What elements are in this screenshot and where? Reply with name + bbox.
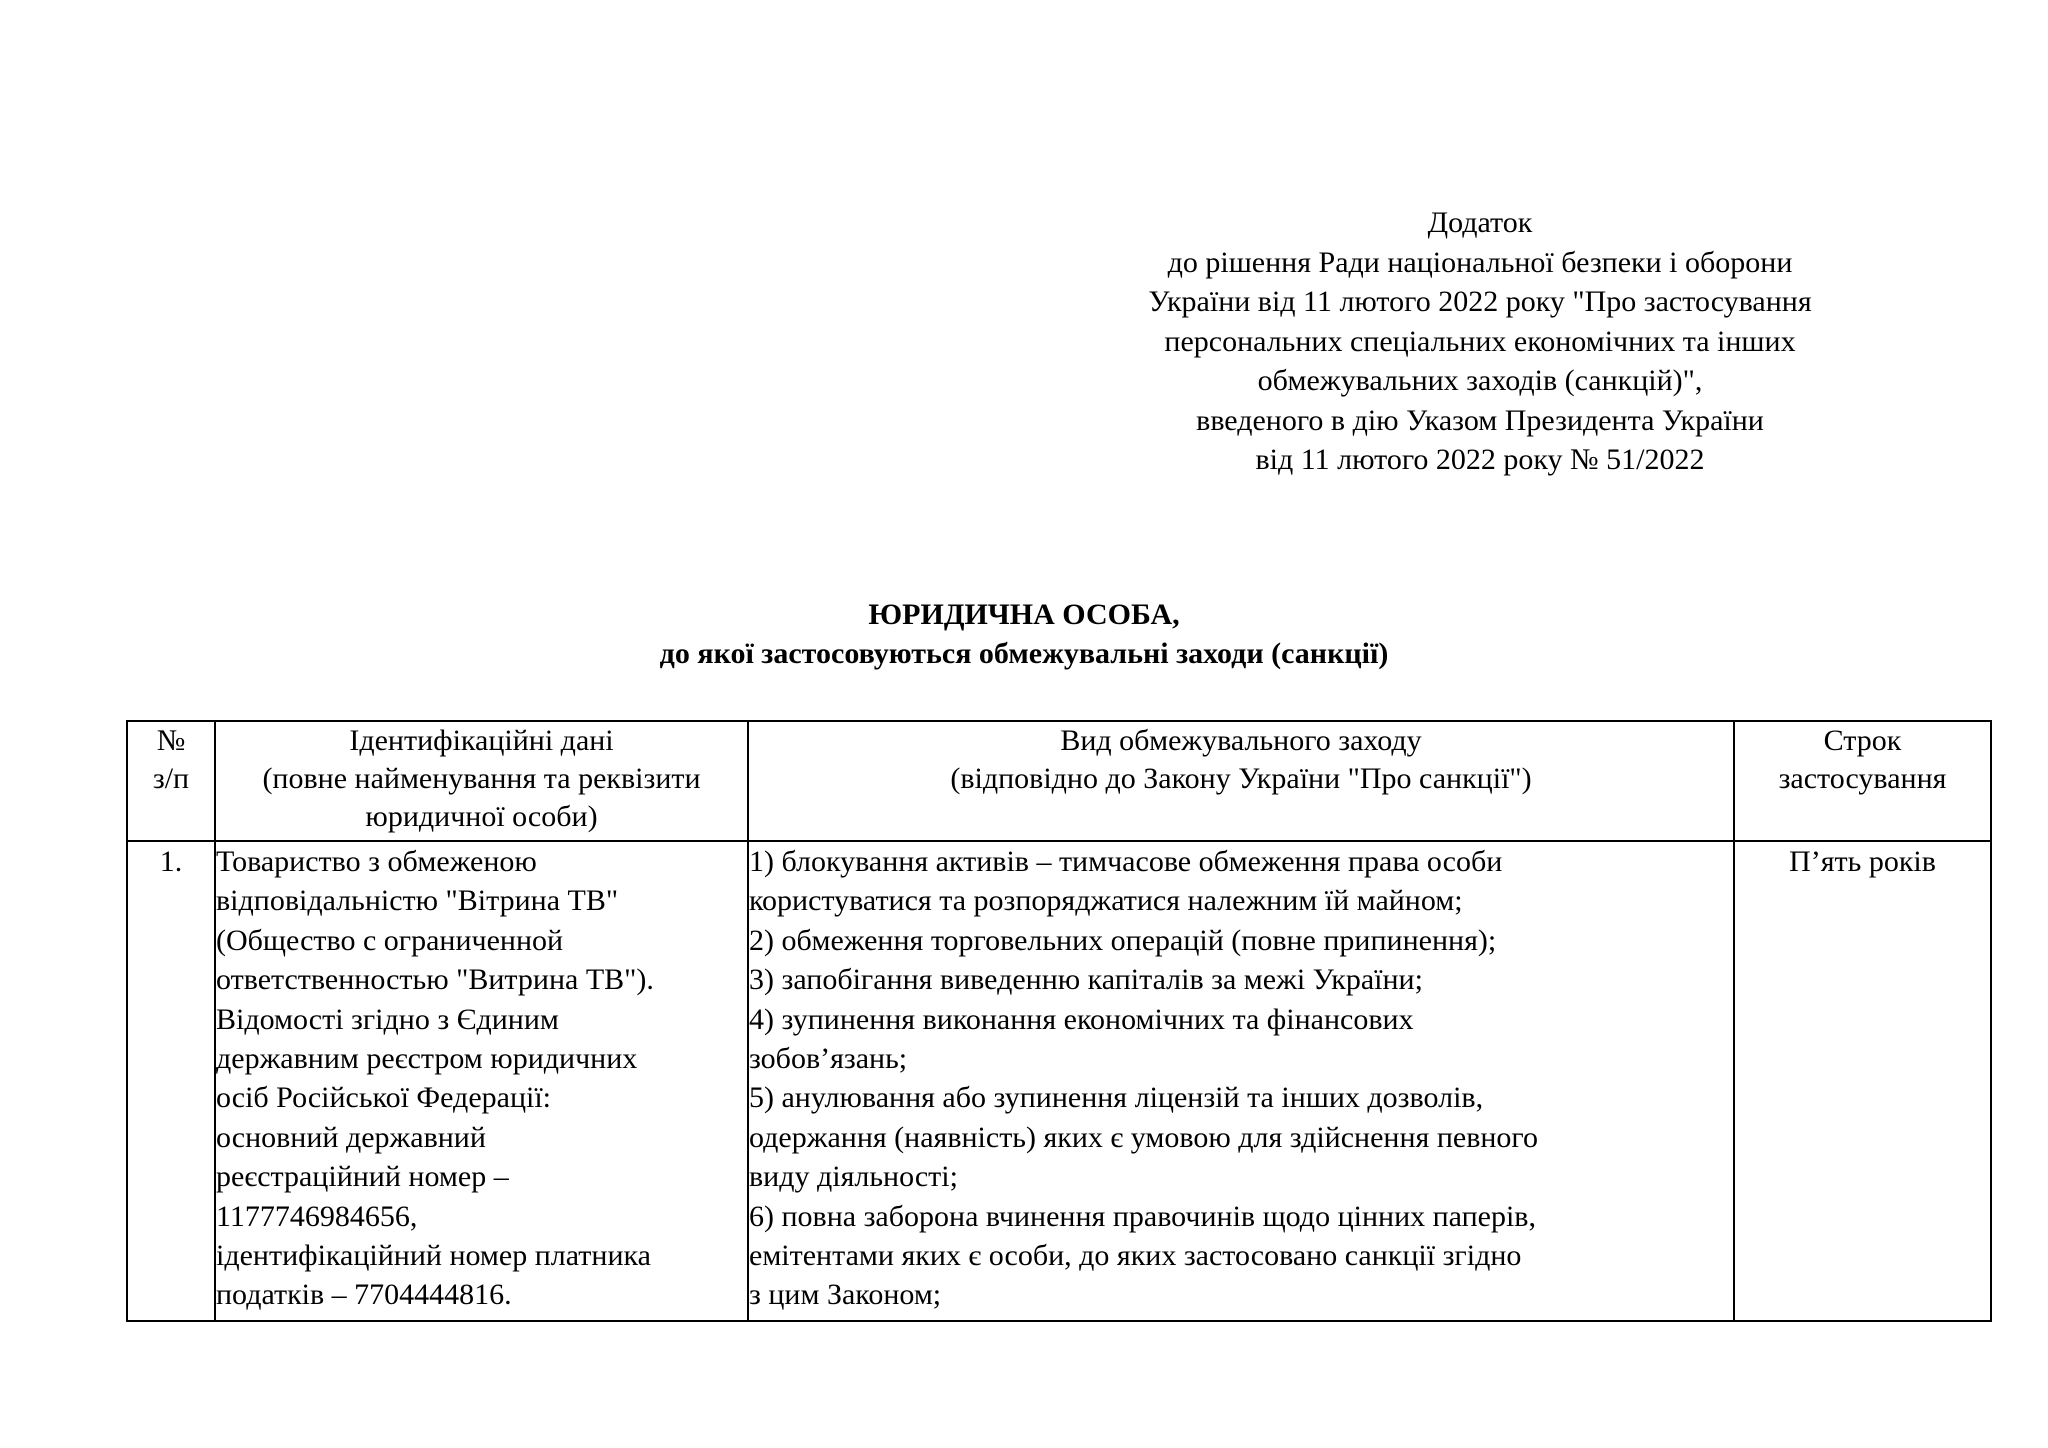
table-row: [127, 841, 1991, 1321]
measure-line: користуватися та розпоряджатися належним їй майном;: [749, 884, 1463, 918]
addendum-line: обмежувальних заходів (санкцій)",: [1257, 364, 1703, 397]
row-term: П’ять років: [1734, 841, 1991, 1321]
identification-line: відповідальністю "Вітрина ТВ": [216, 884, 619, 918]
identification-line: податків – 7704444816.: [216, 1278, 512, 1312]
identification-line: ідентифікаційний номер платника: [216, 1239, 651, 1273]
measure-line: 3) запобігання виведенню капіталів за межі України;: [749, 963, 1423, 997]
measure-line: з цим Законом;: [749, 1278, 942, 1312]
identification-line: реєстраційний номер –: [216, 1160, 509, 1194]
title-line-2: до якої застосовуються обмежувальні заходи (санкції): [659, 637, 1389, 670]
header-identification-line: (повне найменування та реквізити: [262, 762, 701, 795]
title-line-1: ЮРИДИЧНА ОСОБА,: [868, 598, 1180, 631]
addendum-line: введеного в дію Указом Президента України: [1196, 403, 1764, 437]
header-identification: [215, 721, 748, 841]
measure-line: 4) зупинення виконання економічних та фінансових: [749, 1002, 1414, 1036]
identification-line: (Общество с ограниченной: [216, 923, 564, 957]
measure-line: емітентами яких є особи, до яких застосовано санкції згідно: [749, 1239, 1522, 1273]
addendum-block: [1080, 203, 1880, 480]
header-term-line: застосування: [1778, 762, 1947, 795]
identification-line: державним реєстром юридичних: [216, 1042, 638, 1076]
identification-line: осіб Російської Федерації:: [216, 1081, 552, 1115]
identification-line: основний державний: [216, 1120, 486, 1154]
header-identification-line: юридичної особи): [365, 800, 598, 833]
measure-line: 6) повна заборона вчинення правочинів щодо цінних паперів,: [749, 1199, 1536, 1233]
identification-line: Відомості згідно з Єдиним: [216, 1002, 559, 1036]
header-number-line: з/п: [152, 762, 190, 795]
measure-line: зобов’язань;: [749, 1042, 908, 1076]
row-measures: [748, 841, 1734, 1321]
identification-line: ответственностью "Витрина ТВ").: [216, 963, 654, 997]
header-term: [1734, 721, 1991, 841]
table-header-row: [127, 721, 1991, 841]
measure-line: 1) блокування активів – тимчасове обмеження права особи: [749, 845, 1503, 878]
header-term-line: Строк: [1823, 724, 1902, 757]
header-number-line: №: [156, 724, 186, 757]
header-identification-line: Ідентифікаційні дані: [349, 724, 614, 757]
document-title: [0, 595, 2048, 673]
addendum-line: України від 11 лютого 2022 року "Про застосування: [1148, 285, 1812, 318]
row-identification: [215, 841, 748, 1321]
measure-line: виду діяльності;: [749, 1160, 958, 1194]
row-number: 1.: [127, 841, 215, 1321]
measure-line: 2) обмеження торговельних операцій (повне припинення);: [749, 923, 1497, 957]
header-number: [127, 721, 215, 841]
identification-line: Товариство з обмеженою: [216, 845, 537, 878]
sanctions-table: [126, 720, 1992, 1322]
header-measures-line: (відповідно до Закону України "Про санкції"): [950, 762, 1532, 795]
header-measures-line: Вид обмежувального заходу: [1060, 724, 1422, 757]
measure-line: 5) анулювання або зупинення ліцензій та інших дозволів,: [749, 1081, 1484, 1115]
addendum-line: до рішення Ради національної безпеки і оборони: [1167, 245, 1793, 279]
addendum-line: персональних спеціальних економічних та інших: [1164, 324, 1796, 358]
addendum-line: від 11 лютого 2022 року № 51/2022: [1255, 443, 1705, 476]
addendum-line: Додаток: [1427, 206, 1533, 239]
identification-line: 1177746984656,: [216, 1199, 418, 1233]
header-measures: [748, 721, 1734, 841]
measure-line: одержання (наявність) яких є умовою для здійснення певного: [749, 1120, 1538, 1154]
